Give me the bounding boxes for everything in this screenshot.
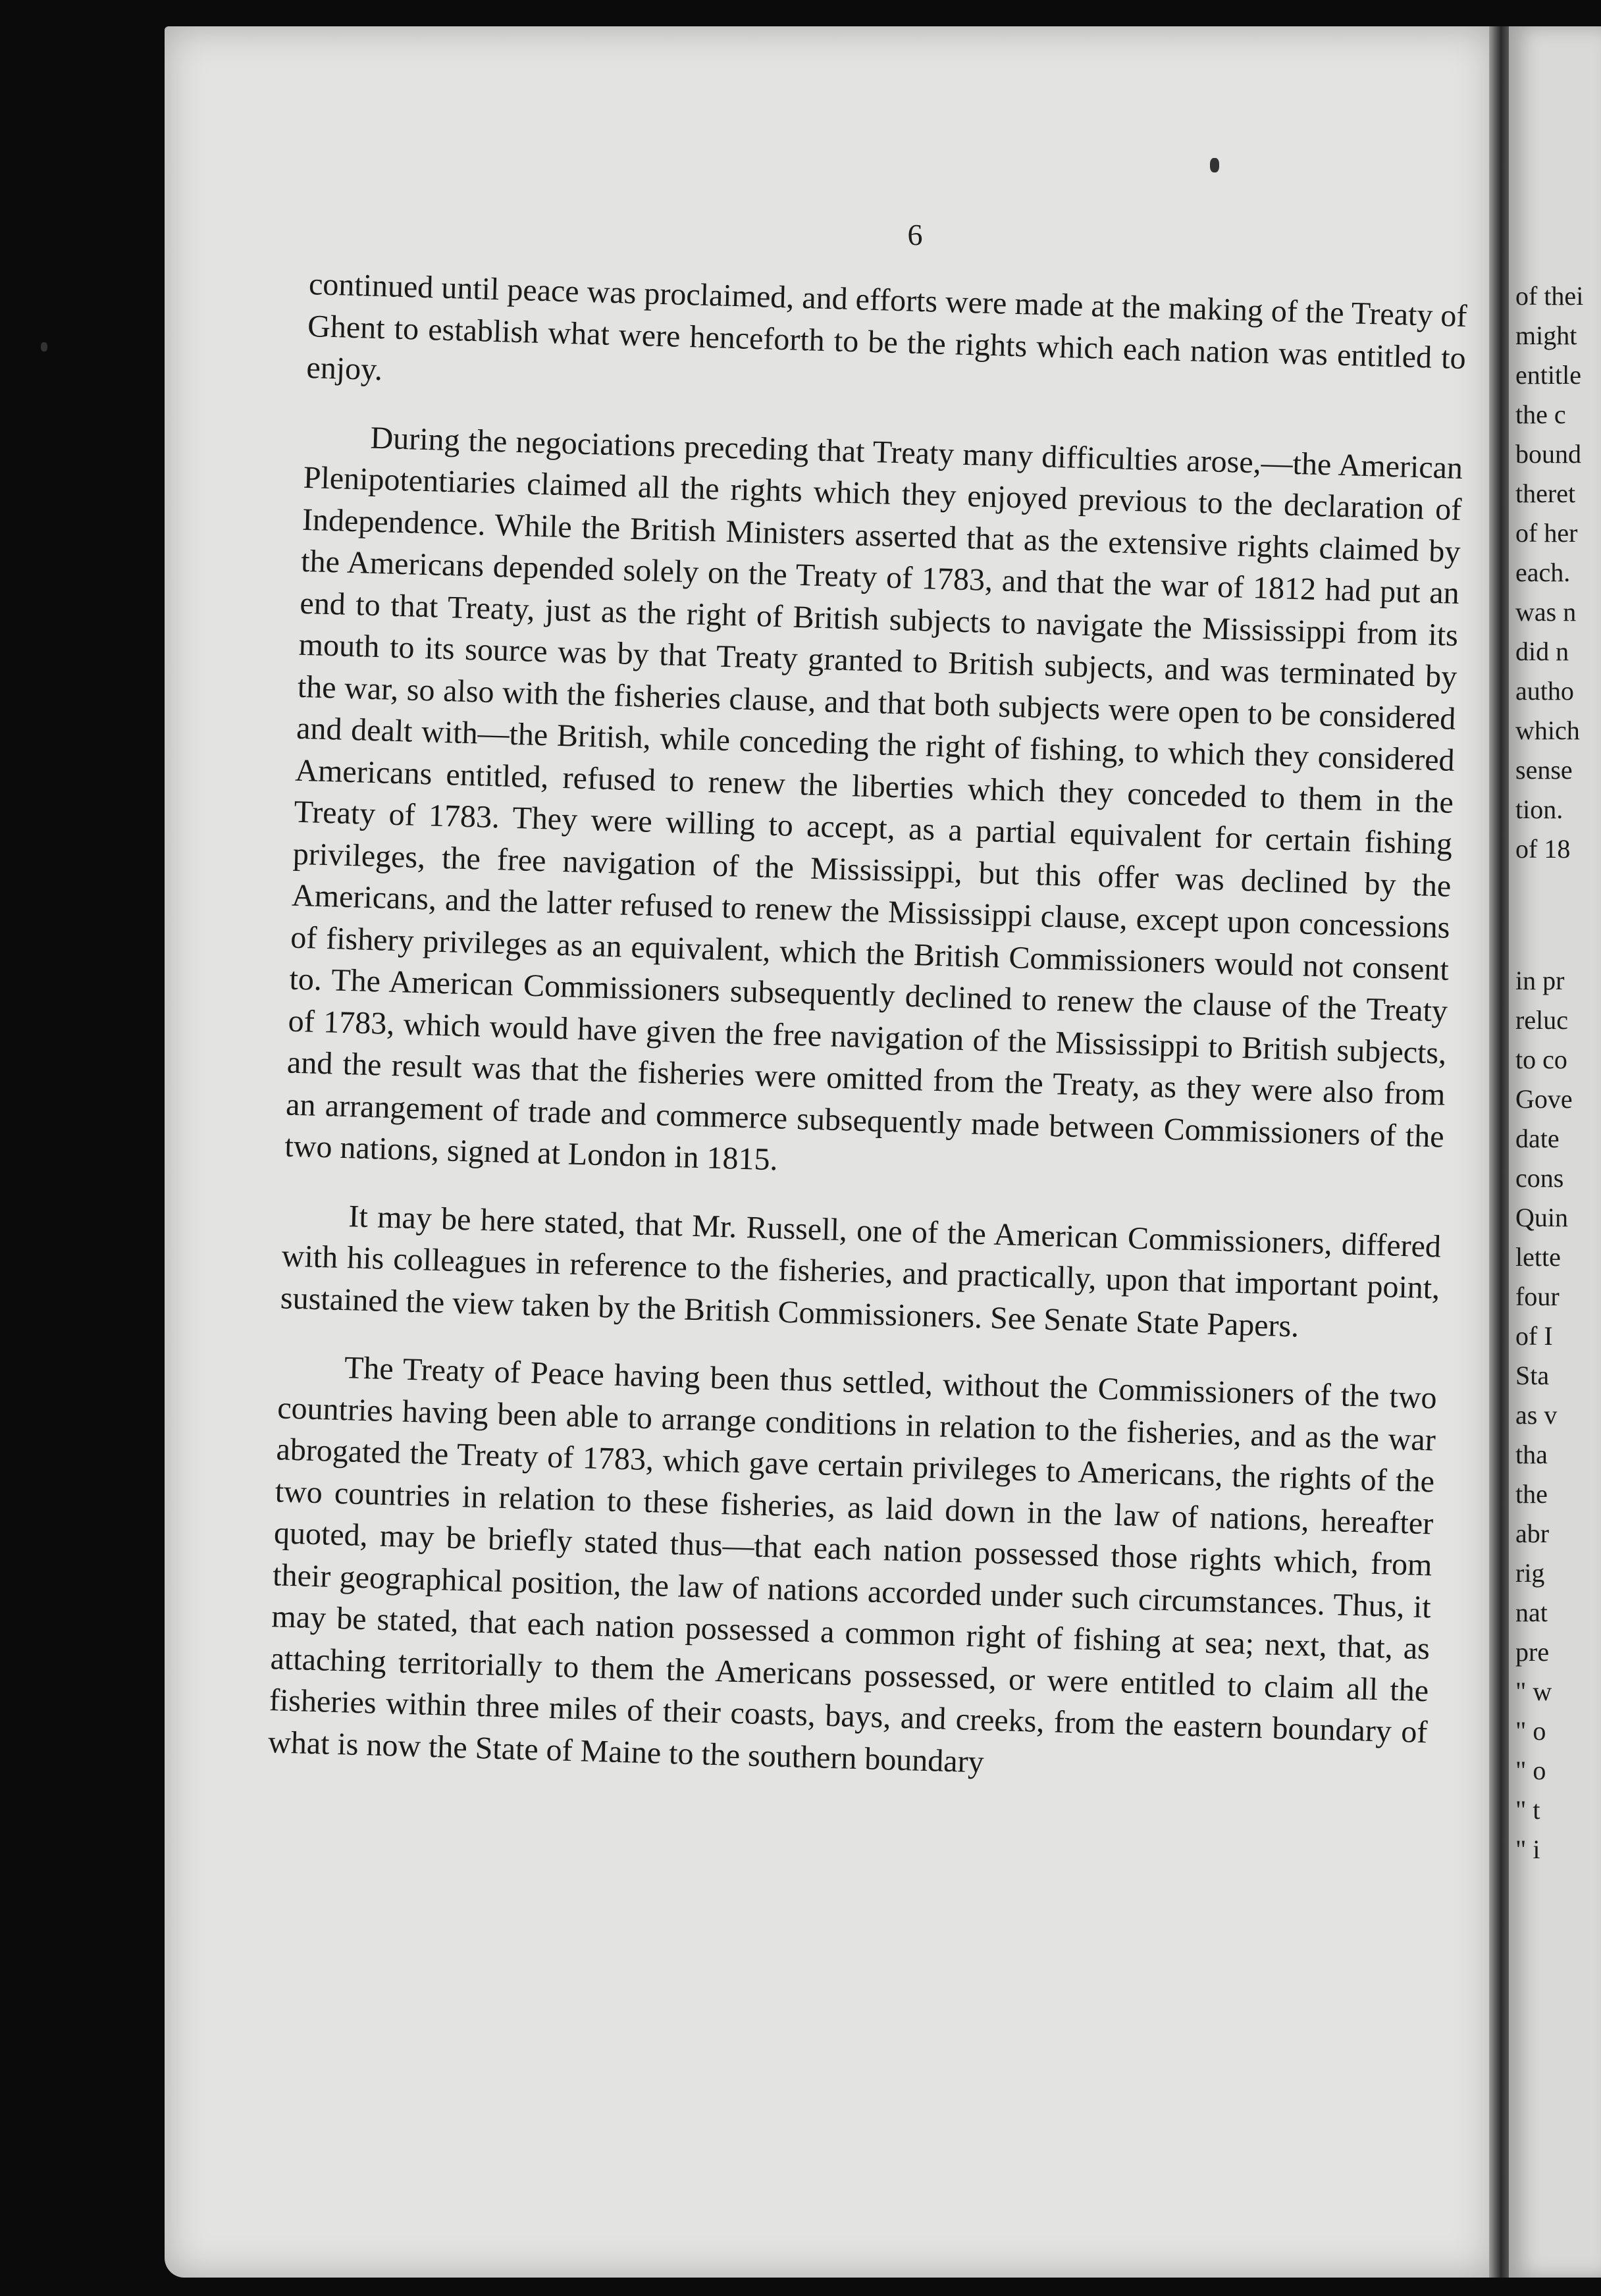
facing-line: Sta — [1515, 1361, 1550, 1390]
facing-line: reluc — [1515, 1005, 1568, 1035]
facing-line: the — [1515, 1479, 1548, 1509]
facing-line: as v — [1515, 1400, 1558, 1430]
facing-line: was n — [1515, 597, 1577, 627]
facing-line: bound — [1515, 439, 1581, 469]
facing-line: the c — [1515, 400, 1566, 429]
book-spine — [1489, 26, 1509, 2278]
facing-line: lette — [1515, 1242, 1561, 1272]
facing-line: to co — [1515, 1045, 1567, 1074]
facing-line: abr — [1515, 1519, 1550, 1548]
facing-line: did n — [1515, 637, 1569, 666]
paragraph-1: continued until peace was proclaimed, and efforts were made at the making of the Treaty of Ghent to establish what were henceforth to be the rights which each nation was entitled to enjoy. — [305, 266, 1468, 388]
facing-line: nat — [1515, 1598, 1548, 1627]
facing-line: pre — [1515, 1637, 1550, 1667]
facing-line: sense — [1515, 755, 1573, 785]
facing-line: " w — [1515, 1677, 1552, 1706]
facing-line: which — [1515, 716, 1580, 745]
facing-line: " i — [1515, 1835, 1540, 1864]
facing-line: rig — [1515, 1558, 1545, 1588]
facing-line: " t — [1515, 1795, 1540, 1825]
facing-line: in pr — [1515, 966, 1565, 995]
paragraph-4: The Treaty of Peace having been thus settled, without the Commissioners of the two countries having been able to arrange conditions in relation to the fisheries, and as the war abrogated the Treaty of 1783, which gave certain privileges to Americans, the rights of the two countries in relation to these fisheries, as laid down in the law of nations, hereafter quoted, may be briefly stated thus—that each nation possessed those rights which, from their geographical position, the law of nations accorded under such circumstances. Thus, it may be stated, that each nation possessed a common right of fishing at sea; next, that, as attaching territorially to them the Americans possessed, or were entitled to claim all the fisheries within three miles of their coasts, bays, and creeks, from the eastern boundary of what is now the State of Maine to the southern boundary — [267, 1350, 1438, 1779]
page-number: 6 — [907, 218, 923, 251]
text-column — [267, 263, 1467, 1821]
facing-line: Gove — [1515, 1084, 1573, 1114]
facing-line: " o — [1515, 1756, 1546, 1785]
facing-line: cons — [1515, 1163, 1564, 1193]
facing-line: " o — [1515, 1716, 1546, 1746]
facing-line: each. — [1515, 558, 1571, 587]
facing-line: tion. — [1515, 795, 1563, 824]
facing-line: four — [1515, 1282, 1560, 1311]
facing-line: of 18 — [1515, 834, 1571, 864]
facing-gap — [1515, 869, 1601, 961]
facing-line: entitle — [1515, 360, 1581, 390]
facing-line: might — [1515, 321, 1577, 350]
facing-line: Quin — [1515, 1203, 1568, 1232]
facing-line: of thei — [1515, 281, 1584, 311]
facing-line: of her — [1515, 518, 1578, 548]
facing-line: date — [1515, 1124, 1560, 1153]
ink-speck — [1210, 158, 1219, 172]
facing-line: tha — [1515, 1440, 1548, 1469]
facing-page-text — [1515, 276, 1601, 1869]
ink-speck — [41, 342, 47, 352]
paragraph-3: It may be here stated, that Mr. Russell, one of the American Commissioners, differed with his colleagues in reference to the fisheries, and practically, upon that important point, sustained the view taken by the British Commissioners. See Senate State Papers. — [280, 1198, 1442, 1344]
paragraph-2: During the negociations preceding that Treaty many difficulties arose,—the American Plenipotentiaries claimed all the rights which they enjoyed previous to the declaration of Independence. While the British Ministers asserted that as the extensive rights claimed by the Americans depended solely on the Treaty of 1783, and that the war of 1812 had put an end to that Treaty, just as the right of British subjects to navigate the Mississippi from its mouth to its source was by that Treaty granted to British subjects, and was terminated by the war, so also with the fisheries clause, and that both subjects were open to be considered and dealt with—the British, while conceding the right of fishing, to which they considered Americans entitled, refused to renew the liberties which they conceded to them in the Treaty of 1783. They were willing to accept, as a partial equivalent for certain fishing privileges, the free navigation of the Mississippi, but this offer was declined by the Americans, and the latter refused to renew the Mississippi clause, except upon concessions of fishery privileges as an equivalent, which the British Commissioners would not consent to. The American Commissioners subsequently declined to renew the clause of the Treaty of 1783, which would have given the free navigation of the Mississippi to British subjects, and the result was that the fisheries were omitted from the Treaty, as they were also from an arrangement of trade and commerce subsequently made between Commissioners of the two nations, signed at London in 1815. — [284, 420, 1463, 1178]
facing-line: theret — [1515, 479, 1576, 508]
facing-line: autho — [1515, 676, 1574, 706]
facing-line: of I — [1515, 1321, 1553, 1351]
